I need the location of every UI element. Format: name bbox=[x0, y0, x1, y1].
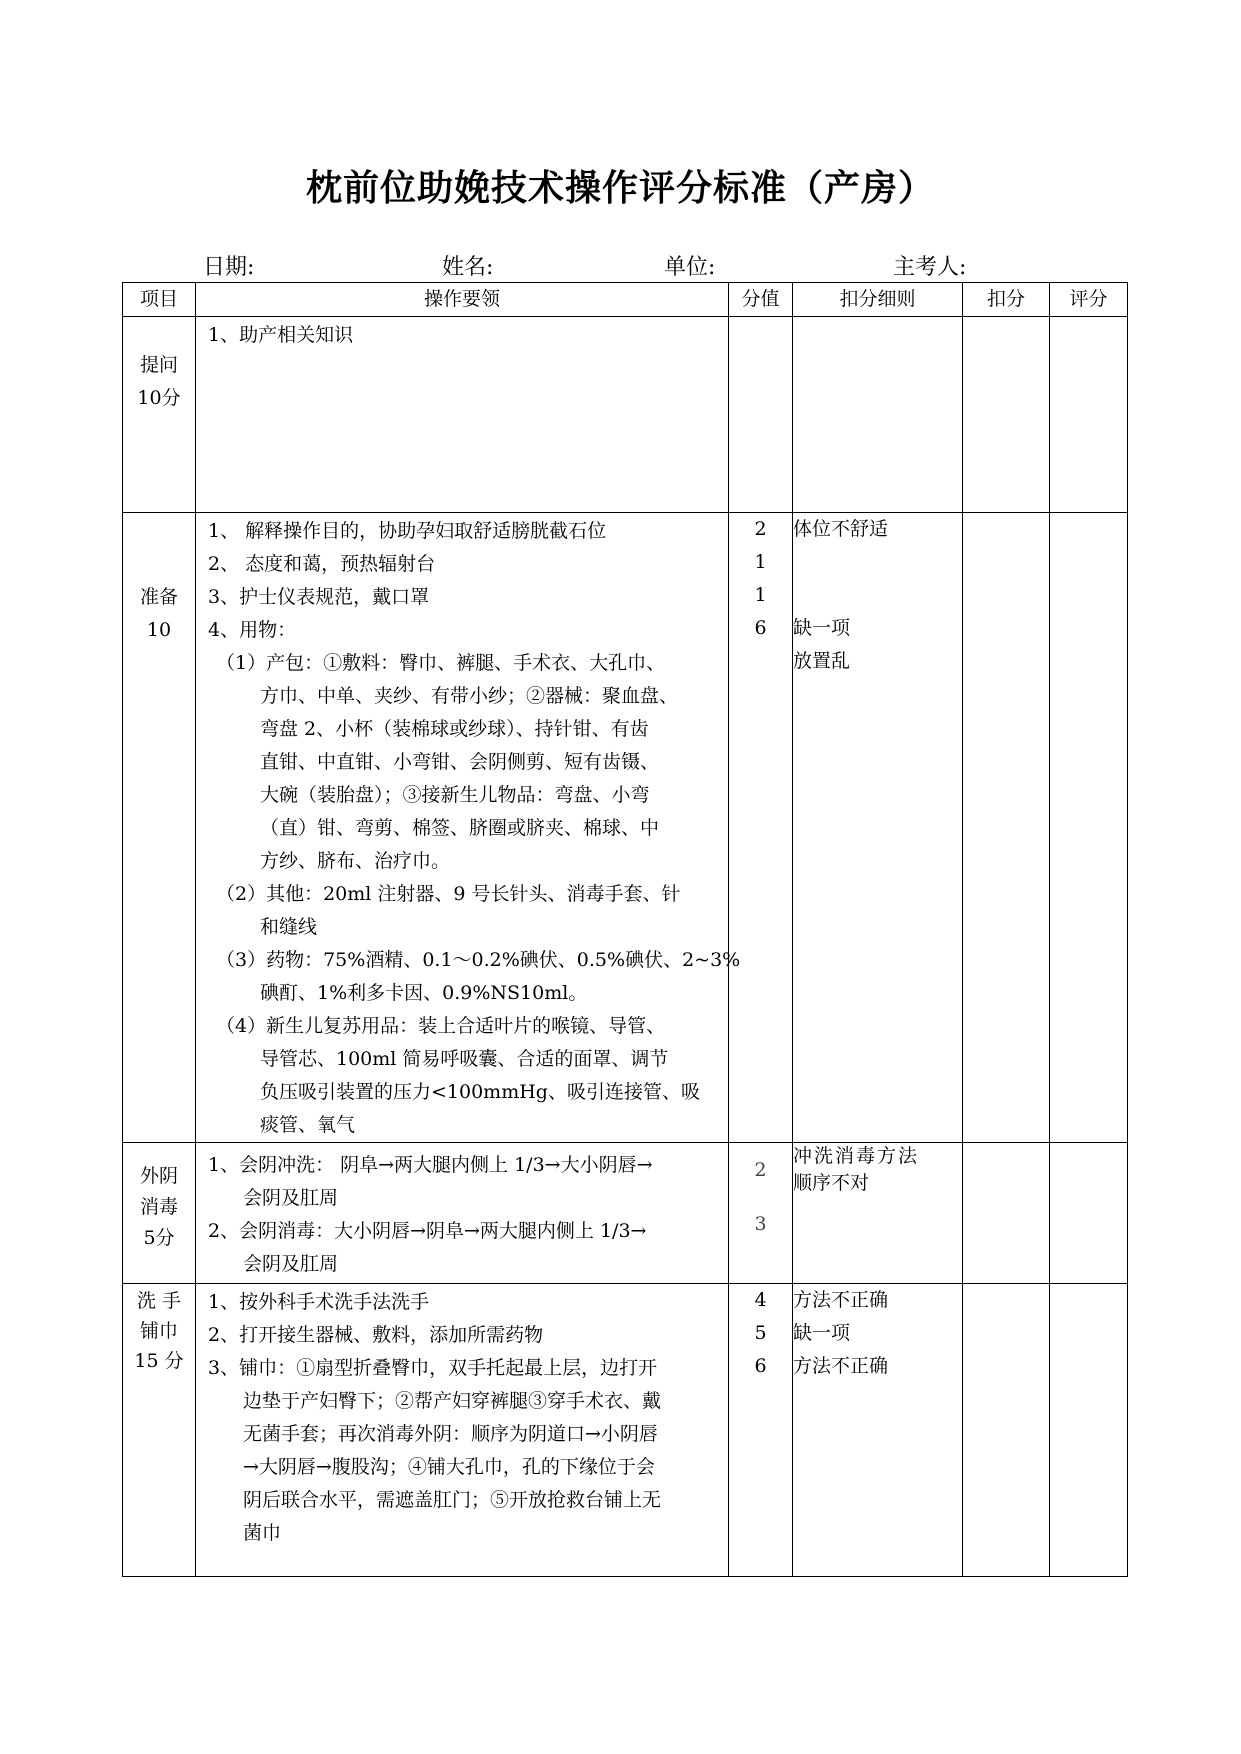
examiner-label: 主考人: bbox=[893, 255, 967, 280]
score-value: 1 bbox=[754, 584, 767, 606]
content-line: 3、铺巾：①扇型折叠臀巾，双手托起最上层，边打开 bbox=[208, 1357, 658, 1379]
content-line: 4、用物： bbox=[208, 619, 297, 641]
row-item bbox=[123, 317, 196, 513]
row-scores bbox=[729, 317, 793, 513]
table-row bbox=[123, 1143, 1128, 1284]
header-item: 项目 bbox=[123, 283, 196, 317]
content-line: 3、护士仪表规范，戴口罩 bbox=[208, 586, 430, 608]
date-label: 日期: bbox=[203, 255, 255, 280]
content-line: 2、会阴消毒：大小阴唇→阴阜→两大腿内侧上 1/3→ bbox=[208, 1220, 647, 1242]
row-item-line: 消毒 bbox=[139, 1196, 178, 1218]
detail-line: 放置乱 bbox=[793, 650, 851, 672]
header-row bbox=[123, 283, 1128, 317]
row-rating bbox=[1050, 1143, 1128, 1284]
row-item-line: 10 bbox=[146, 619, 172, 641]
row-content bbox=[196, 317, 729, 513]
row-content bbox=[196, 1284, 729, 1577]
content-line: 负压吸引装置的压力<100mmHg、吸引连接管、吸 bbox=[260, 1081, 700, 1103]
content-line: 1、会阴冲洗： 阴阜→两大腿内侧上 1/3→大小阴唇→ bbox=[208, 1154, 653, 1176]
row-deduction bbox=[963, 1143, 1050, 1284]
content-line: 无菌手套；再次消毒外阴：顺序为阴道口→小阴唇 bbox=[243, 1423, 658, 1445]
content-line: 直钳、中直钳、小弯钳、会阴侧剪、短有齿镊、 bbox=[260, 751, 660, 773]
detail-line: 缺一项 bbox=[793, 617, 851, 639]
content-line: 痰管、氧气 bbox=[260, 1114, 356, 1136]
row-item-line: 提问 bbox=[139, 354, 178, 376]
detail-line: 缺一项 bbox=[793, 1322, 851, 1344]
content-line: 方纱、脐布、治疗巾。 bbox=[260, 850, 451, 872]
row-scores bbox=[729, 513, 793, 1143]
content-line: 2、 态度和蔼，预热辐射台 bbox=[208, 553, 436, 575]
table-row bbox=[123, 513, 1128, 1143]
detail-line: 冲洗消毒方法 bbox=[793, 1145, 920, 1167]
row-content bbox=[196, 513, 741, 1143]
header-deduction: 扣分 bbox=[963, 283, 1050, 317]
row-scores bbox=[729, 1284, 793, 1577]
document-title: 枕前位助娩技术操作评分标准（产房） bbox=[305, 168, 935, 209]
content-line: 阴后联合水平，需遮盖肛门；⑤开放抢救台铺上无 bbox=[243, 1489, 662, 1511]
score-value: 2 bbox=[754, 1159, 767, 1181]
score-value: 6 bbox=[754, 1355, 767, 1377]
score-value: 6 bbox=[754, 617, 767, 639]
content-line: 大碗（装胎盘）；③接新生儿物品：弯盘、小弯 bbox=[260, 784, 650, 806]
row-item-line: 外阴 bbox=[139, 1165, 178, 1187]
row-item-line: 铺巾 bbox=[139, 1320, 178, 1342]
content-line: 1、按外科手术洗手法洗手 bbox=[208, 1291, 430, 1313]
score-value: 5 bbox=[754, 1322, 767, 1344]
content-line: 1、助产相关知识 bbox=[208, 324, 354, 346]
score-value: 4 bbox=[754, 1289, 767, 1311]
unit-label: 单位: bbox=[664, 255, 716, 280]
score-value: 1 bbox=[754, 551, 767, 573]
header-rating: 评分 bbox=[1050, 283, 1128, 317]
row-item-line: 洗 手 bbox=[136, 1290, 182, 1312]
row-content bbox=[196, 1143, 729, 1284]
row-item bbox=[123, 1284, 196, 1577]
row-details bbox=[793, 1143, 963, 1284]
content-line: （4）新生儿复苏用品：装上合适叶片的喉镜、导管、 bbox=[216, 1015, 666, 1037]
row-rating bbox=[1050, 1284, 1128, 1577]
detail-line: 顺序不对 bbox=[793, 1172, 870, 1194]
row-item-line: 15 分 bbox=[134, 1350, 184, 1372]
content-line: 和缝线 bbox=[260, 916, 318, 938]
content-line: （直）钳、弯剪、棉签、脐圈或脐夹、棉球、中 bbox=[260, 817, 660, 839]
content-line: 1、 解释操作目的，协助孕妇取舒适膀胱截石位 bbox=[208, 520, 607, 542]
content-line: 方巾、中单、夹纱、有带小纱；②器械：聚血盘、 bbox=[260, 685, 679, 707]
table-row bbox=[123, 317, 1128, 513]
table-row bbox=[123, 1284, 1128, 1577]
row-details bbox=[793, 513, 963, 1143]
header-content: 操作要领 bbox=[196, 283, 729, 317]
content-line: （1）产包：①敷料：臀巾、裤腿、手术衣、大孔巾、 bbox=[216, 652, 666, 674]
detail-line: 体位不舒适 bbox=[793, 518, 889, 540]
row-item bbox=[123, 513, 196, 1143]
row-item bbox=[123, 1143, 196, 1284]
content-line: 会阴及肛周 bbox=[243, 1253, 339, 1275]
row-rating bbox=[1050, 513, 1128, 1143]
row-item-line: 准备 bbox=[139, 586, 178, 608]
row-item-line: 10分 bbox=[137, 387, 181, 409]
row-rating bbox=[1050, 317, 1128, 513]
content-line: 边垫于产妇臀下；②帮产妇穿裤腿③穿手术衣、戴 bbox=[243, 1390, 662, 1412]
content-line: 碘酊、1%利多卡因、0.9%NS10ml。 bbox=[260, 982, 588, 1004]
content-line: 导管芯、100ml 简易呼吸囊、合适的面罩、调节 bbox=[260, 1048, 669, 1070]
header-deduction-rules: 扣分细则 bbox=[793, 283, 963, 317]
row-item-line: 5分 bbox=[143, 1227, 175, 1249]
score-value: 2 bbox=[754, 518, 767, 540]
content-line: →大阴唇→腹股沟；④铺大孔巾，孔的下缘位于会 bbox=[243, 1456, 655, 1478]
row-details bbox=[793, 317, 963, 513]
row-deduction bbox=[963, 1284, 1050, 1577]
row-scores bbox=[729, 1143, 793, 1284]
scoring-table bbox=[122, 282, 1128, 1577]
detail-line: 方法不正确 bbox=[793, 1355, 889, 1377]
content-line: 会阴及肛周 bbox=[243, 1187, 339, 1209]
content-line: 菌巾 bbox=[243, 1522, 282, 1544]
content-line: 2、打开接生器械、敷料，添加所需药物 bbox=[208, 1324, 544, 1346]
row-deduction bbox=[963, 317, 1050, 513]
content-line: （2）其他：20ml 注射器、9 号长针头、消毒手套、针 bbox=[216, 883, 681, 905]
row-details bbox=[793, 1284, 963, 1577]
header-score: 分值 bbox=[729, 283, 793, 317]
name-label: 姓名: bbox=[442, 255, 494, 280]
score-value: 3 bbox=[754, 1213, 767, 1235]
detail-line: 方法不正确 bbox=[793, 1289, 889, 1311]
row-deduction bbox=[963, 513, 1050, 1143]
content-line: （3）药物：75%酒精、0.1～0.2%碘伏、0.5%碘伏、2~3% bbox=[216, 949, 741, 971]
content-line: 弯盘 2、小杯（装棉球或纱球）、持针钳、有齿 bbox=[260, 718, 649, 740]
